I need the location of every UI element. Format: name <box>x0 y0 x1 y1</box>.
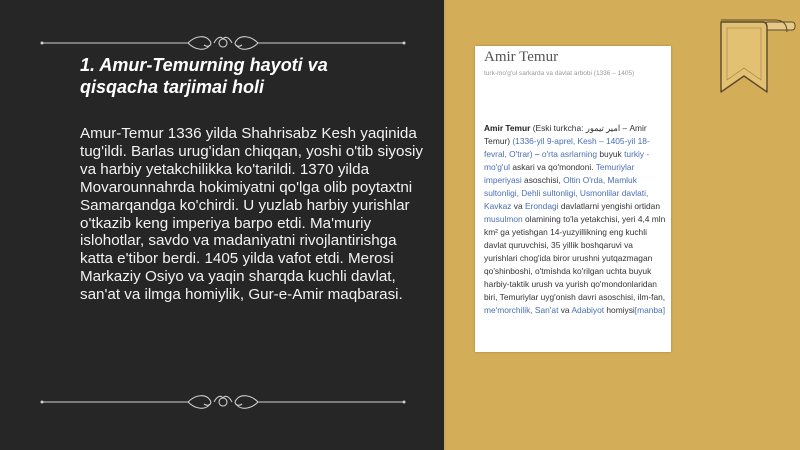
article-text: – <box>532 149 542 159</box>
article-text: امیر تیمور <box>585 123 621 133</box>
flourish-divider-icon <box>38 392 408 412</box>
article-text: – Amir Temur) <box>484 123 647 146</box>
article-body <box>484 122 668 317</box>
article-link[interactable]: (1336-yil 9-aprel, Kesh – 1405-yil 18-fevral, O'trar) <box>484 136 650 159</box>
article-title: Amir Temur <box>484 49 559 65</box>
article-link[interactable]: Oltin O'rda, Mamluk sultonligi, Dehli sultonligi, Usmonlilar davlati, Kavkaz <box>484 175 649 211</box>
article-link[interactable]: musulmon <box>484 214 523 224</box>
article-lead: Amir Temur <box>484 123 531 133</box>
article-link[interactable]: Temuriylar imperiyasi <box>484 162 635 185</box>
article-text: askari va qo'mondoni. <box>510 162 596 172</box>
article-text: davlatlarni yengishi ortidan <box>558 201 660 211</box>
article-text: va <box>511 201 525 211</box>
article-text: (Eski turkcha: <box>532 123 586 133</box>
article-link[interactable]: Erondagi <box>524 201 559 211</box>
article-link[interactable]: [manba] <box>634 305 666 315</box>
article-text: buyuk <box>597 149 625 159</box>
article-text: olamining to'la yetakchisi, yeri 4,4 mln km² ga yetishgan 14-yuzyillikning eng kuchli davlat quruvchisi, 35 yillik boshqaruvi va yurishlari chog'ida biror urushni yutqazmagan qo'shinboshi, o'tmishda ko'rilgan uchta buyuk harbiy-taktik urush va yurish qo'mondonlaridan biri, Temuriylar uyg'onish davri asoschisi, ilm-fan, <box>484 214 666 302</box>
article-screenshot <box>475 46 671 352</box>
flourish-divider-icon <box>38 33 408 53</box>
article-text: homiysi <box>604 305 635 315</box>
slide-heading: 1. Amur-Temurning hayoti va qisqacha tarjimai holi <box>80 55 328 97</box>
slide-paragraph: Amur-Temur 1336 yilda Shahrisabz Kesh yaqinida tug'ildi. Barlas urug'idan chiqqan, yoshi o'tib siyosiy va harbiy yetakchilikka ko'tarildi. 1370 yilda Movarounnahrda hokimiyatni qo'lga olib poytaxtni Samarqandga ko'chirdi. U yuzlab harbiy yurishlar o'tkazib keng imperiya barpo etdi. Ma'muriy islohotlar, savdo va madaniyatni rivojlantirishga katta e'tibor berdi. 1405 yilda vafot etdi. Merosi Markaziy Osiyo va yaqin sharqda kuchli davlat, san'at va ilmga homiylik, Gur-e-Amir maqbarasi. <box>80 125 424 304</box>
article-text: asoschisi, <box>521 175 564 185</box>
bookmark-ribbon-icon <box>717 18 797 100</box>
article-link[interactable]: me'morchilik, San'at <box>484 305 559 315</box>
article-link[interactable]: o'rta asrlarning <box>541 149 598 159</box>
article-text: va <box>558 305 572 315</box>
article-subtitle: turk-mo'g'ul sarkarda va davlat arbobi (1336 – 1405) <box>484 70 635 77</box>
article-link[interactable]: Adabiyot <box>571 305 605 315</box>
article-link[interactable]: turkiy - mo'g'ul <box>484 149 650 172</box>
